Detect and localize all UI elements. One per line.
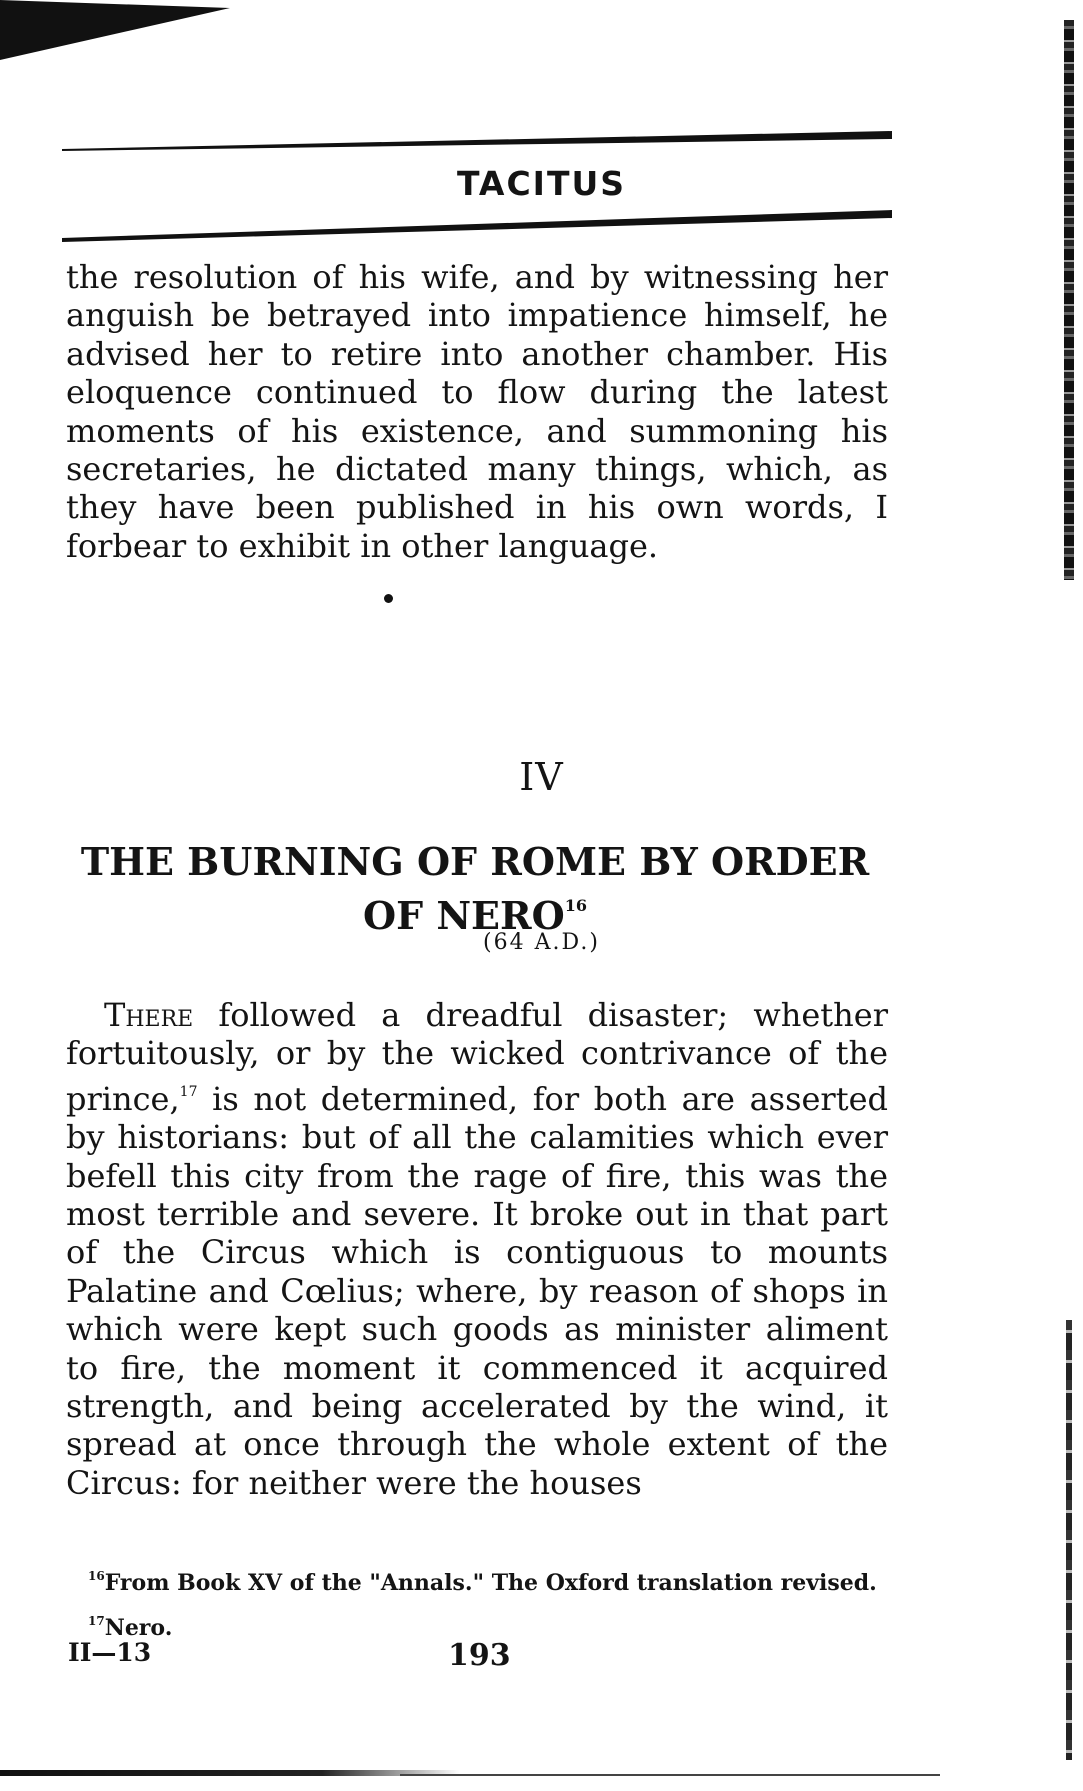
scan-bottom-artifact <box>0 1770 460 1776</box>
footnote-number: 16 <box>88 1569 105 1583</box>
chapter-title-note-ref: 16 <box>564 896 587 915</box>
chapter-number: IV <box>519 755 564 799</box>
header-rule-bottom <box>62 210 892 244</box>
header-rule-top <box>62 127 892 165</box>
scan-corner-artifact <box>0 0 230 80</box>
signature-mark: II—13 <box>68 1638 152 1667</box>
footnote-number: 17 <box>88 1614 105 1628</box>
scan-bottom-line <box>400 1774 940 1776</box>
footnote-text: From Book XV of the "Annals." The Oxford translation revised. <box>104 1570 877 1596</box>
footnote-ref-17: 17 <box>179 1083 198 1100</box>
scan-edge-artifact <box>1064 20 1074 580</box>
continued-paragraph: the resolution of his wife, and by witnessing her anguish be betrayed into impatience himself, he advised her to retire into another chamber. His eloquence continued to flow during the latest moments of his existence, and summoning his secretaries, he dictated many things, which, as they have been published in his own words, I forbear to exhibit in other language. <box>66 258 888 565</box>
chapter-title <box>60 840 890 938</box>
main-paragraph <box>66 996 888 1502</box>
page-number: 193 <box>448 1638 511 1673</box>
footnote-16 <box>66 1562 891 1597</box>
main-text-part1: followed a dreadful disaster; whether fortuitously, or by the wicked contrivance of the prince, <box>66 996 888 1118</box>
chapter-date: (64 A.D.) <box>483 930 600 955</box>
first-word: There <box>104 996 194 1034</box>
main-text-part2: is not determined, for both are asserted by historians: but of all the calamities which ever befell this city from the rage of fire, this was the most terrible and severe. It broke out in that part of the Circus which is contiguous to mounts Palatine and Cœlius; where, by reason of shops in which were kept such goods as minister aliment to fire, the moment it commenced it acquired strength, and being accelerated by the wind, it spread at once through the whole extent of the Circus: for neither were the houses <box>66 1079 888 1502</box>
running-head: TACITUS <box>456 164 627 203</box>
chapter-title-line1: THE BURNING OF ROME BY ORDER <box>80 839 870 884</box>
scan-edge-artifact-lower <box>1066 1320 1072 1760</box>
footnote-17 <box>66 1607 891 1642</box>
separator-mark <box>384 594 393 603</box>
chapter-title-line2: OF NERO <box>363 893 565 938</box>
footnote-text: Nero. <box>104 1615 173 1641</box>
